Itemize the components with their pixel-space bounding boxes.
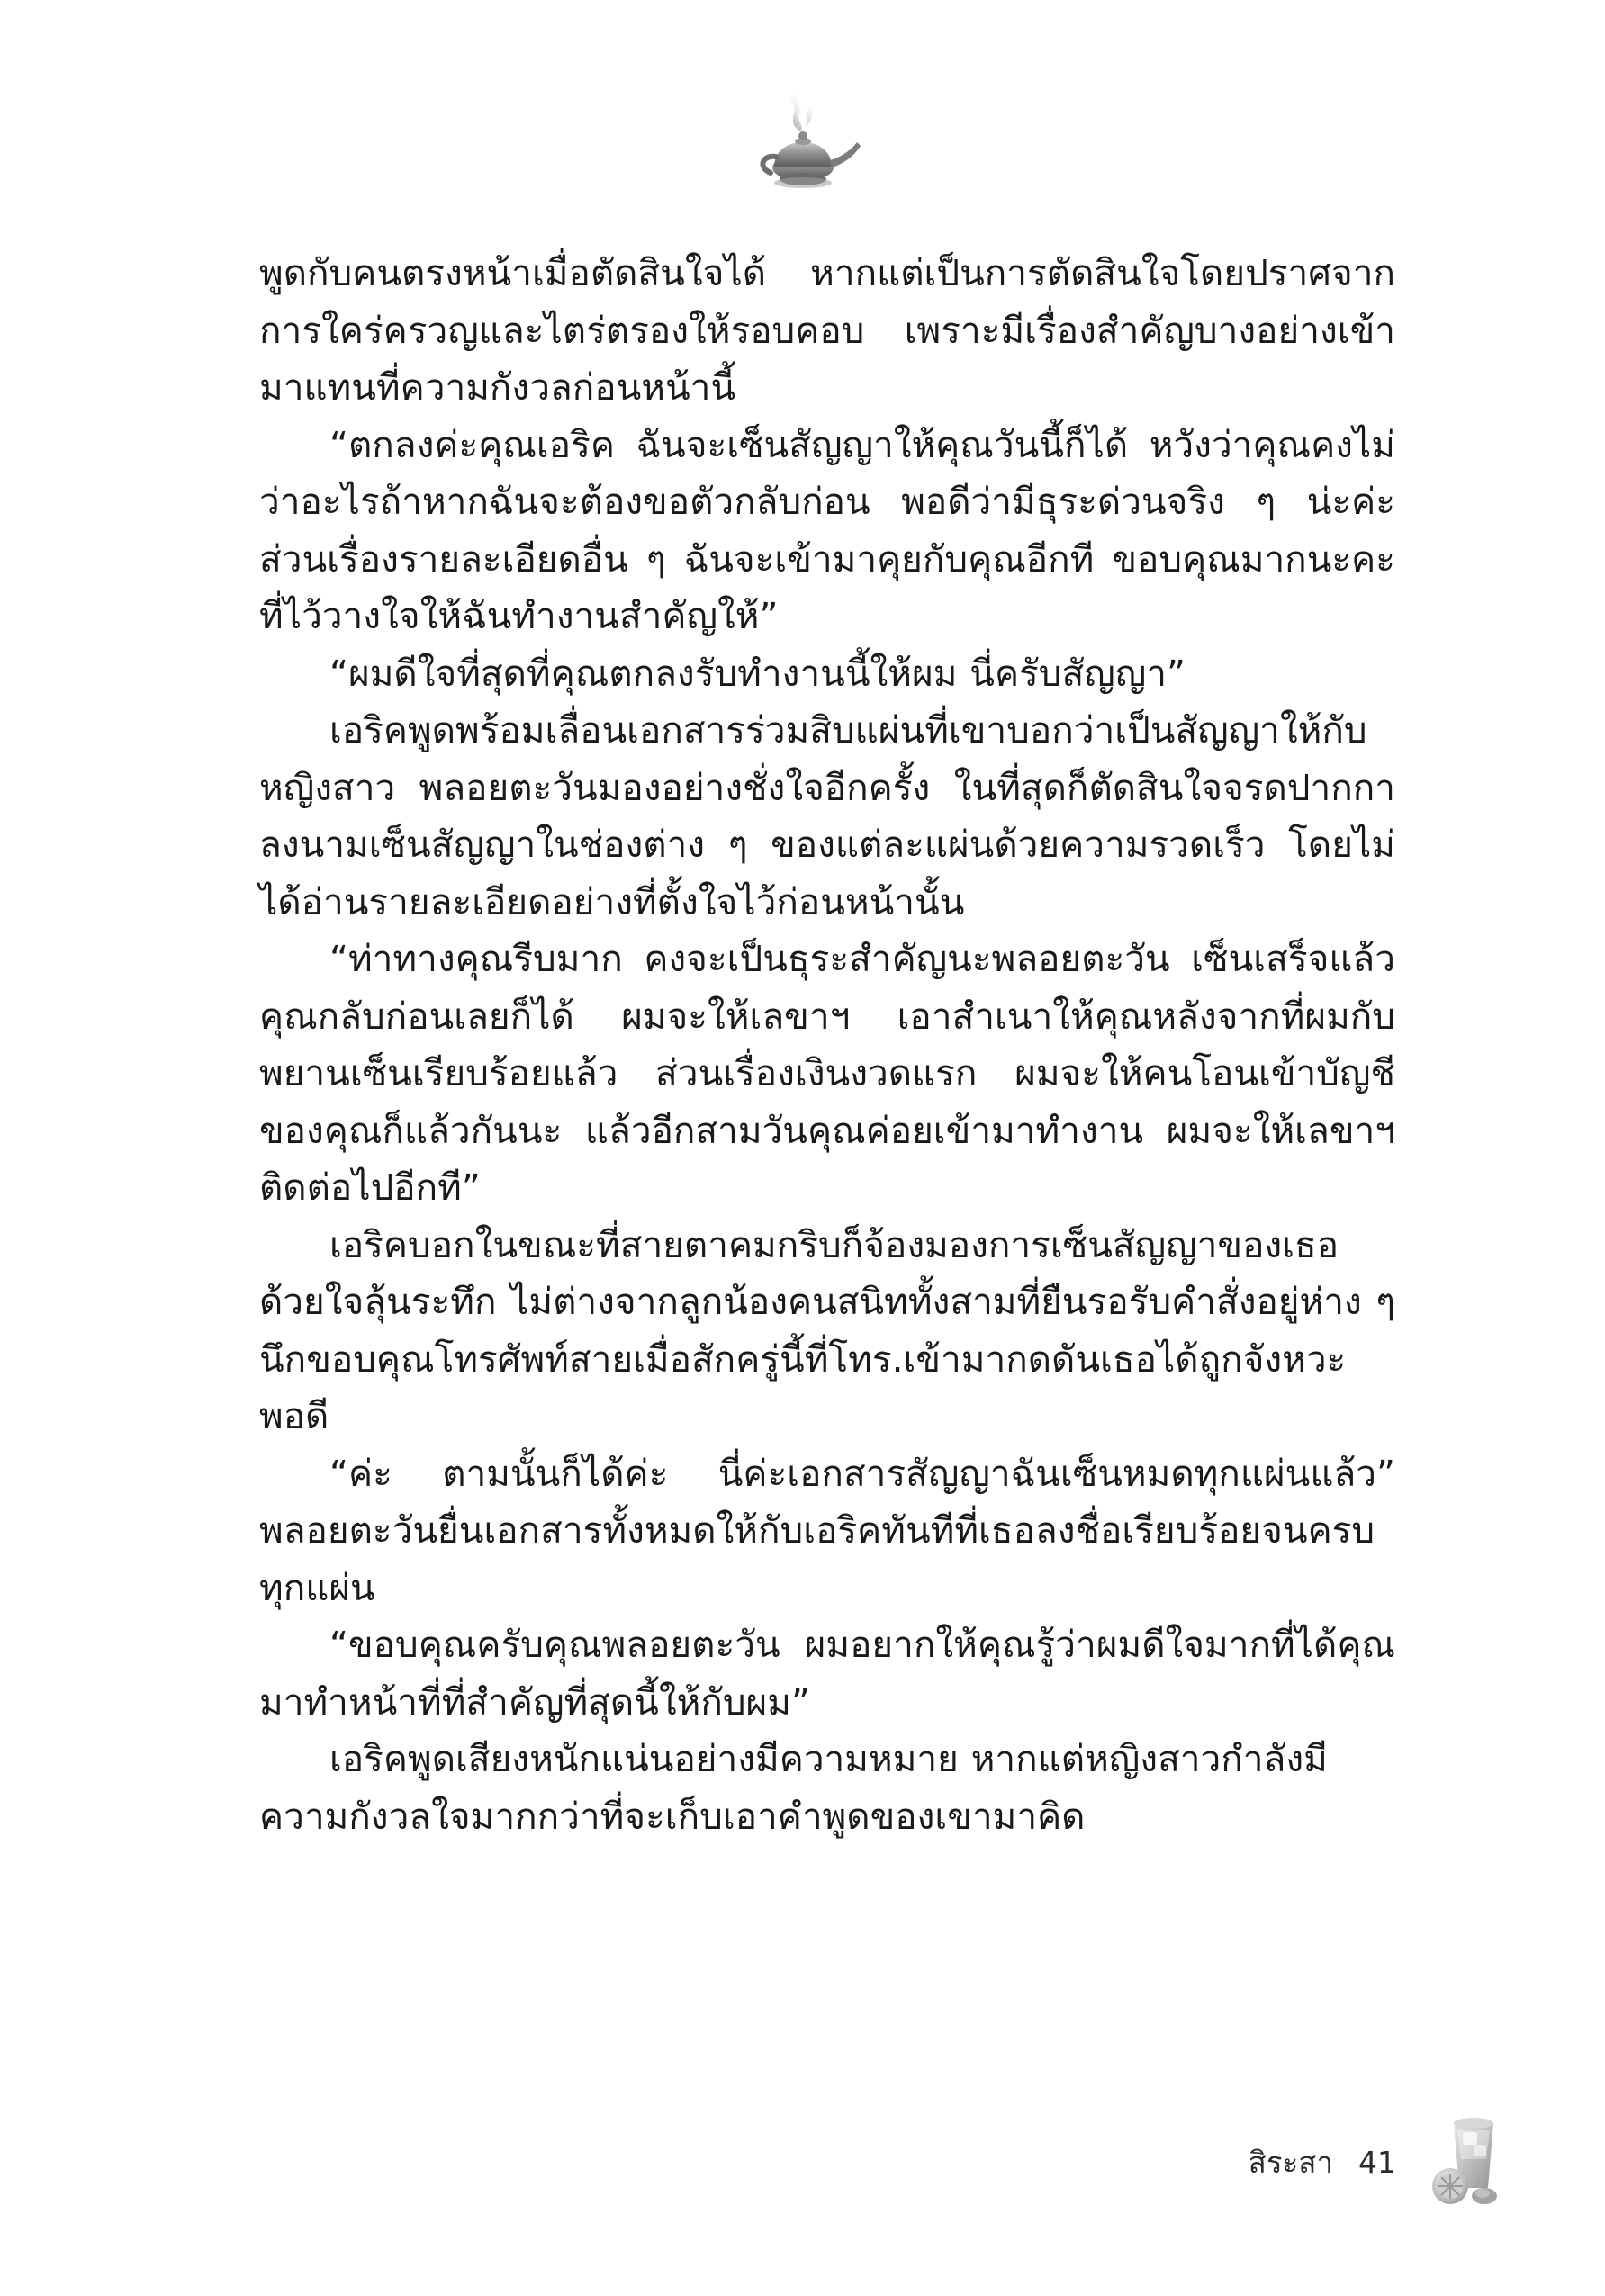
paragraph: พูดกับคนตรงหน้าเมื่อตัดสินใจได้ หากแต่เป็นการตัดสินใจโดยปราศจากการใคร่ครวญและไตร่ตรองให้รอบคอบ เพราะมีเรื่องสำคัญบางอย่างเข้ามาแทนที่ความกังวลก่อนหน้านี้	[259, 251, 1395, 409]
paragraph: เอริคพูดเสียงหนักแน่นอย่างมีความหมาย หากแต่หญิงสาวกำลังมีความกังวลใจมากกว่าที่จะเก็บเอาคำพูดของเขามาคิด	[259, 1737, 1328, 1838]
page-footer	[0, 2064, 1605, 2199]
oil-lamp-ornament-icon	[731, 90, 875, 198]
paragraph: “ผมดีใจที่สุดที่คุณตกลงรับทำงานนี้ให้ผม นี่ครับสัญญา”	[329, 651, 1186, 695]
footer-text-group	[1249, 2145, 1396, 2181]
page-text-column	[259, 245, 1395, 1845]
drinking-glass-ornament-icon	[1418, 2105, 1526, 2213]
header-ornament	[0, 86, 1605, 203]
footer-author-name: สิระสา	[1248, 2145, 1333, 2180]
page-number: 41	[1358, 2145, 1396, 2180]
paragraph: เอริคบอกในขณะที่สายตาคมกริบก็จ้องมองการเซ็นสัญญาของเธอด้วยใจลุ้นระทึก ไม่ต่างจากลูกน้องคนสนิททั้งสามที่ยืนรอรับคำสั่งอยู่ห่าง ๆ นึกขอบคุณโทรศัพท์สายเมื่อสักครู่นี้ที่โทร.เข้ามากดดันเธอได้ถูกจังหวะพอดี	[259, 1222, 1395, 1437]
paragraph: “ค่ะ ตามนั้นก็ได้ค่ะ นี่ค่ะเอกสารสัญญาฉันเซ็นหมดทุกแผ่นแล้ว” พลอยตะวันยื่นเอกสารทั้งหมดให้กับเอริคทันทีที่เธอลงชื่อเรียบร้อยจนครบทุกแผ่น	[259, 1451, 1395, 1609]
paragraph: “ท่าทางคุณรีบมาก คงจะเป็นธุระสำคัญนะพลอยตะวัน เซ็นเสร็จแล้วคุณกลับก่อนเลยก็ได้ ผมจะให้เลขาฯ เอาสำเนาให้คุณหลังจากที่ผมกับพยานเซ็นเรียบร้อยแล้ว ส่วนเรื่องเงินงวดแรก ผมจะให้คนโอนเข้าบัญชีของคุณก็แล้วกันนะ แล้วอีกสามวันคุณค่อยเข้ามาทำงาน ผมจะให้เลขาฯ ติดต่อไปอีกที”	[259, 937, 1395, 1209]
paragraph: “ตกลงค่ะคุณเอริค ฉันจะเซ็นสัญญาให้คุณวันนี้ก็ได้ หวังว่าคุณคงไม่ว่าอะไรถ้าหากฉันจะต้องขอตัวกลับก่อน พอดีว่ามีธุระด่วนจริง ๆ น่ะค่ะ ส่วนเรื่องรายละเอียดอื่น ๆ ฉันจะเข้ามาคุยกับคุณอีกที ขอบคุณมากนะคะที่ไว้วางใจให้ฉันทำงานสำคัญให้”	[259, 422, 1395, 637]
paragraph: “ขอบคุณครับคุณพลอยตะวัน ผมอยากให้คุณรู้ว่าผมดีใจมากที่ได้คุณมาทำหน้าที่ที่สำคัญที่สุดนี้ให้กับผม”	[259, 1623, 1395, 1724]
paragraph: เอริคพูดพร้อมเลื่อนเอกสารร่วมสิบแผ่นที่เขาบอกว่าเป็นสัญญาให้กับหญิงสาว พลอยตะวันมองอย่างชั่งใจอีกครั้ง ในที่สุดก็ตัดสินใจจรดปากกาลงนามเซ็นสัญญาในช่องต่าง ๆ ของแต่ละแผ่นด้วยความรวดเร็ว โดยไม่ได้อ่านรายละเอียดอย่างที่ตั้งใจไว้ก่อนหน้านั้น	[259, 708, 1395, 923]
